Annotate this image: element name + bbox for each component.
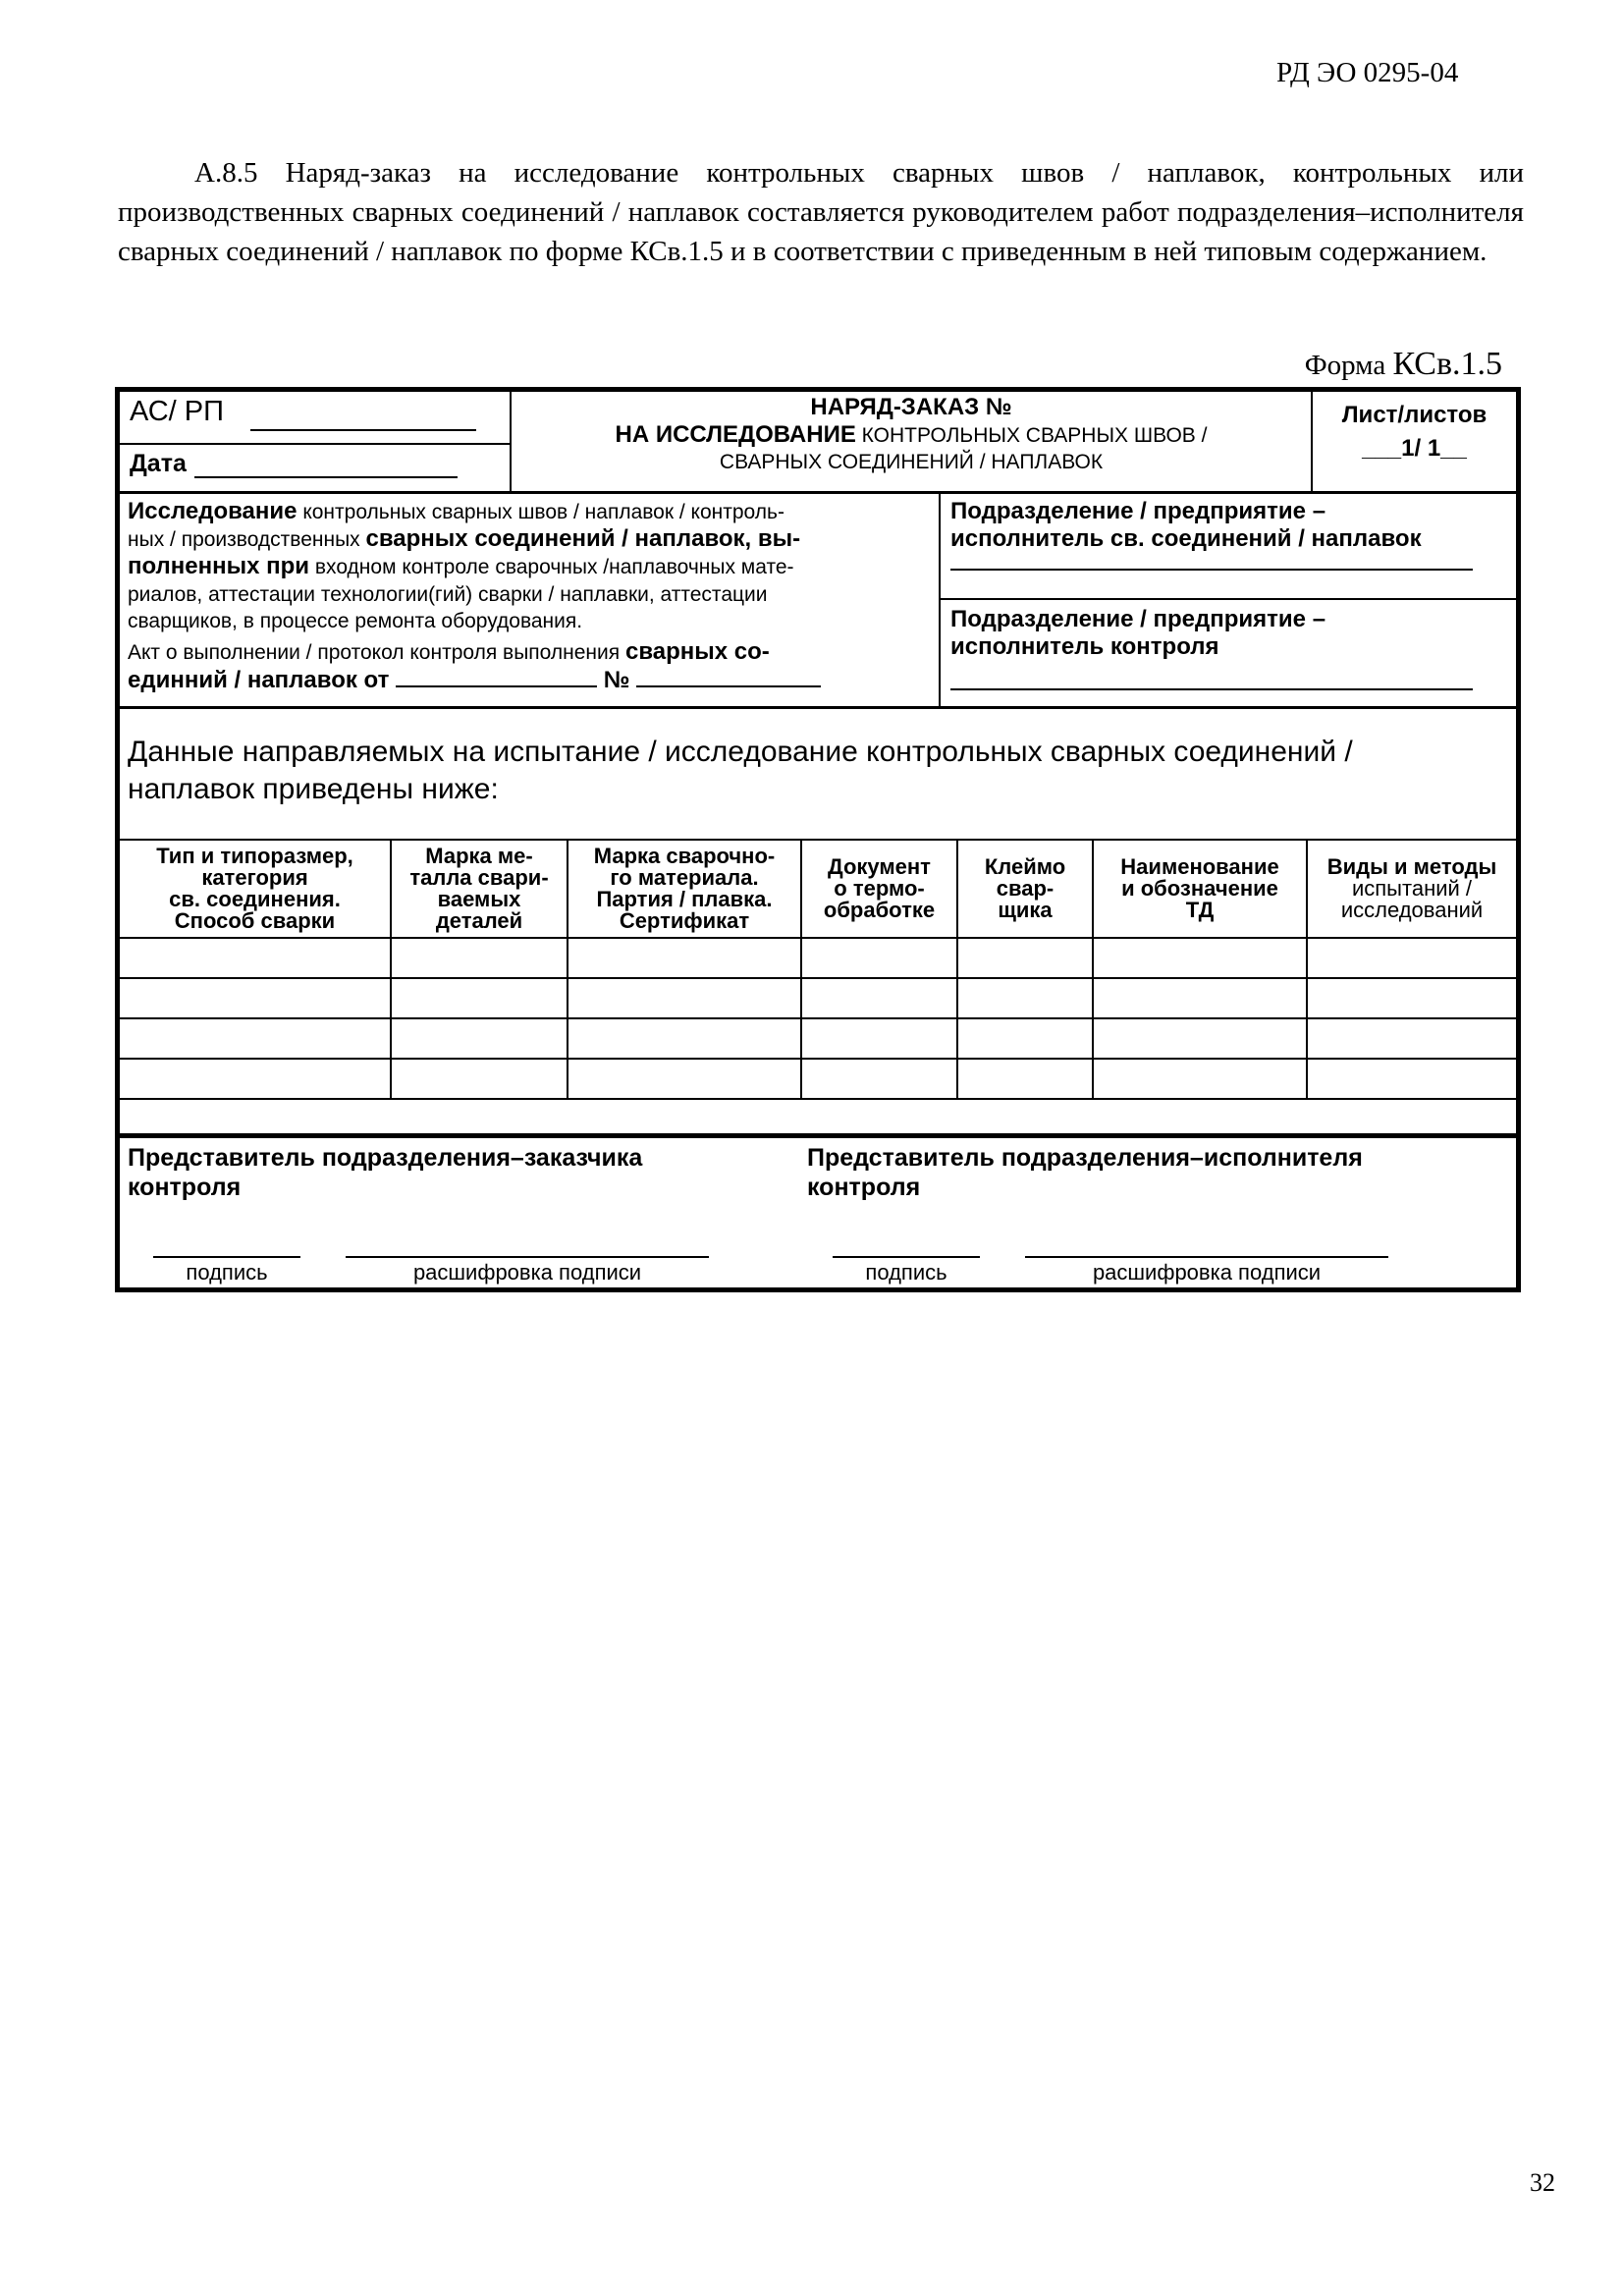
table-cell[interactable] bbox=[120, 1059, 391, 1099]
customer-rep-l1: Представитель подразделения–заказчика bbox=[128, 1144, 643, 1172]
table-row-spacer bbox=[120, 1099, 1516, 1134]
table-cell[interactable] bbox=[957, 1018, 1093, 1059]
dept-executor-welds-l2: исполнитель св. соединений / наплавок bbox=[950, 525, 1422, 552]
col-header-welding-material: Марка сварочно- го материала. Партия / плавка. Сертификат bbox=[568, 841, 801, 938]
table-cell[interactable] bbox=[1093, 1018, 1307, 1059]
divider bbox=[120, 1134, 1516, 1138]
table-cell[interactable] bbox=[1307, 978, 1516, 1018]
table-row bbox=[120, 1018, 1516, 1059]
act-date-field[interactable] bbox=[396, 685, 597, 687]
form-label bbox=[1227, 346, 1502, 383]
as-rp-label: АС/ РП bbox=[130, 396, 224, 427]
data-heading-line2: наплавок приведены ниже: bbox=[128, 773, 499, 805]
work-order-form bbox=[115, 387, 1521, 1292]
divider bbox=[120, 706, 1516, 709]
table-cell[interactable] bbox=[568, 1059, 801, 1099]
table-cell[interactable] bbox=[1093, 938, 1307, 978]
research-line-4: риалов, аттестации технологии(гий) сварки / наплавки, аттестации bbox=[128, 583, 768, 606]
data-heading-line1: Данные направляемых на испытание / исследование контрольных сварных соединений / bbox=[128, 736, 1353, 768]
table-header-row bbox=[120, 841, 1516, 938]
table-row bbox=[120, 978, 1516, 1018]
signature-decode-line[interactable] bbox=[346, 1256, 709, 1258]
research-line-3: полненных при входном контроле сварочных /наплавочных мате- bbox=[128, 553, 794, 579]
executor-rep-l2: контроля bbox=[807, 1174, 921, 1201]
table-cell[interactable] bbox=[1093, 1059, 1307, 1099]
act-number-field[interactable] bbox=[636, 685, 821, 687]
signature-line[interactable] bbox=[833, 1256, 980, 1258]
signature-decode-label: расшифровка подписи bbox=[412, 1260, 642, 1285]
table-cell[interactable] bbox=[120, 1018, 391, 1059]
divider bbox=[120, 443, 510, 445]
research-line-5: сварщиков, в процессе ремонта оборудования. bbox=[128, 610, 583, 632]
specimen-data-table bbox=[120, 841, 1516, 1135]
divider bbox=[941, 598, 1516, 600]
col-header-weld-type: Тип и типоразмер, категория св. соединения. Способ сварки bbox=[120, 841, 391, 938]
form-label-code: КСв.1.5 bbox=[1392, 346, 1502, 382]
form-title-line2: НА ИССЛЕДОВАНИЕ КОНТРОЛЬНЫХ СВАРНЫХ ШВОВ / bbox=[615, 421, 1208, 448]
table-cell[interactable] bbox=[120, 978, 391, 1018]
table-cell[interactable] bbox=[957, 978, 1093, 1018]
dept-executor-control-field[interactable] bbox=[950, 688, 1473, 690]
table-cell[interactable] bbox=[391, 1018, 568, 1059]
table-cell[interactable] bbox=[391, 938, 568, 978]
date-label: Дата bbox=[130, 450, 187, 477]
table-cell[interactable] bbox=[801, 1059, 957, 1099]
table-cell[interactable] bbox=[957, 938, 1093, 978]
signature-line[interactable] bbox=[153, 1256, 300, 1258]
table-cell[interactable] bbox=[120, 1099, 1516, 1134]
col-header-test-methods: Виды и методы испытаний / исследований bbox=[1307, 841, 1516, 938]
page-number: 32 bbox=[1530, 2168, 1555, 2197]
table-cell[interactable] bbox=[568, 978, 801, 1018]
sheet-label: Лист/листов bbox=[1341, 402, 1488, 428]
table-row bbox=[120, 1059, 1516, 1099]
research-line-2: ных / производственных сварных соединений / наплавок, вы- bbox=[128, 525, 801, 552]
dept-executor-control-l2: исполнитель контроля bbox=[950, 633, 1219, 660]
customer-rep-l2: контроля bbox=[128, 1174, 242, 1201]
table-cell[interactable] bbox=[391, 978, 568, 1018]
dept-executor-welds-l1: Подразделение / предприятие – bbox=[950, 498, 1326, 524]
col-header-td-name: Наименование и обозначение ТД bbox=[1093, 841, 1307, 938]
as-rp-field[interactable] bbox=[250, 429, 476, 431]
research-line-7: единний / наплавок от № bbox=[128, 667, 821, 694]
table-cell[interactable] bbox=[568, 938, 801, 978]
table-cell[interactable] bbox=[1307, 938, 1516, 978]
research-line-1: Исследование контрольных сварных швов / наплавок / контроль- bbox=[128, 498, 784, 524]
signature-decode-label: расшифровка подписи bbox=[1092, 1260, 1322, 1285]
table-cell[interactable] bbox=[801, 978, 957, 1018]
col-header-heat-treatment-doc: Документ о термо- обработке bbox=[801, 841, 957, 938]
signature-label: подпись bbox=[865, 1260, 947, 1285]
executor-rep-l1: Представитель подразделения–исполнителя bbox=[807, 1144, 1363, 1172]
table-cell[interactable] bbox=[801, 1018, 957, 1059]
intro-paragraph: А.8.5 Наряд-заказ на исследование контрольных сварных швов / наплавок, контрольных или производственных сварных соединений / наплавок составляется руководителем работ подразделения–исполнителя сварных соединений / наплавок по форме КСв.1.5 и в соответствии с приведенным в ней типовым содержанием. bbox=[118, 157, 1524, 267]
table-cell[interactable] bbox=[1093, 978, 1307, 1018]
table-cell[interactable] bbox=[568, 1018, 801, 1059]
table-row bbox=[120, 938, 1516, 978]
table-cell[interactable] bbox=[1307, 1018, 1516, 1059]
table-cell[interactable] bbox=[1307, 1059, 1516, 1099]
dept-executor-welds-field[interactable] bbox=[950, 569, 1473, 571]
col-header-welder-stamp: Клеймо свар- щика bbox=[957, 841, 1093, 938]
form-title-line1: НАРЯД-ЗАКАЗ № bbox=[810, 394, 1012, 420]
table-cell[interactable] bbox=[120, 938, 391, 978]
document-code: РД ЭО 0295-04 bbox=[1276, 57, 1459, 88]
sheet-value: ___1/ 1__ bbox=[1362, 435, 1467, 462]
divider bbox=[120, 491, 1516, 494]
col-header-metal-grade: Марка ме- талла свари- ваемых деталей bbox=[391, 841, 568, 938]
dept-executor-control-l1: Подразделение / предприятие – bbox=[950, 606, 1326, 632]
form-title-line3: СВАРНЫХ СОЕДИНЕНИЙ / НАПЛАВОК bbox=[719, 451, 1104, 473]
table-cell[interactable] bbox=[391, 1059, 568, 1099]
signature-label: подпись bbox=[186, 1260, 268, 1285]
table-cell[interactable] bbox=[957, 1059, 1093, 1099]
form-label-prefix: Форма bbox=[1304, 350, 1393, 381]
table-cell[interactable] bbox=[801, 938, 957, 978]
date-field[interactable] bbox=[194, 476, 458, 478]
signature-decode-line[interactable] bbox=[1025, 1256, 1388, 1258]
research-line-6: Акт о выполнении / протокол контроля выполнения сварных со- bbox=[128, 638, 770, 665]
